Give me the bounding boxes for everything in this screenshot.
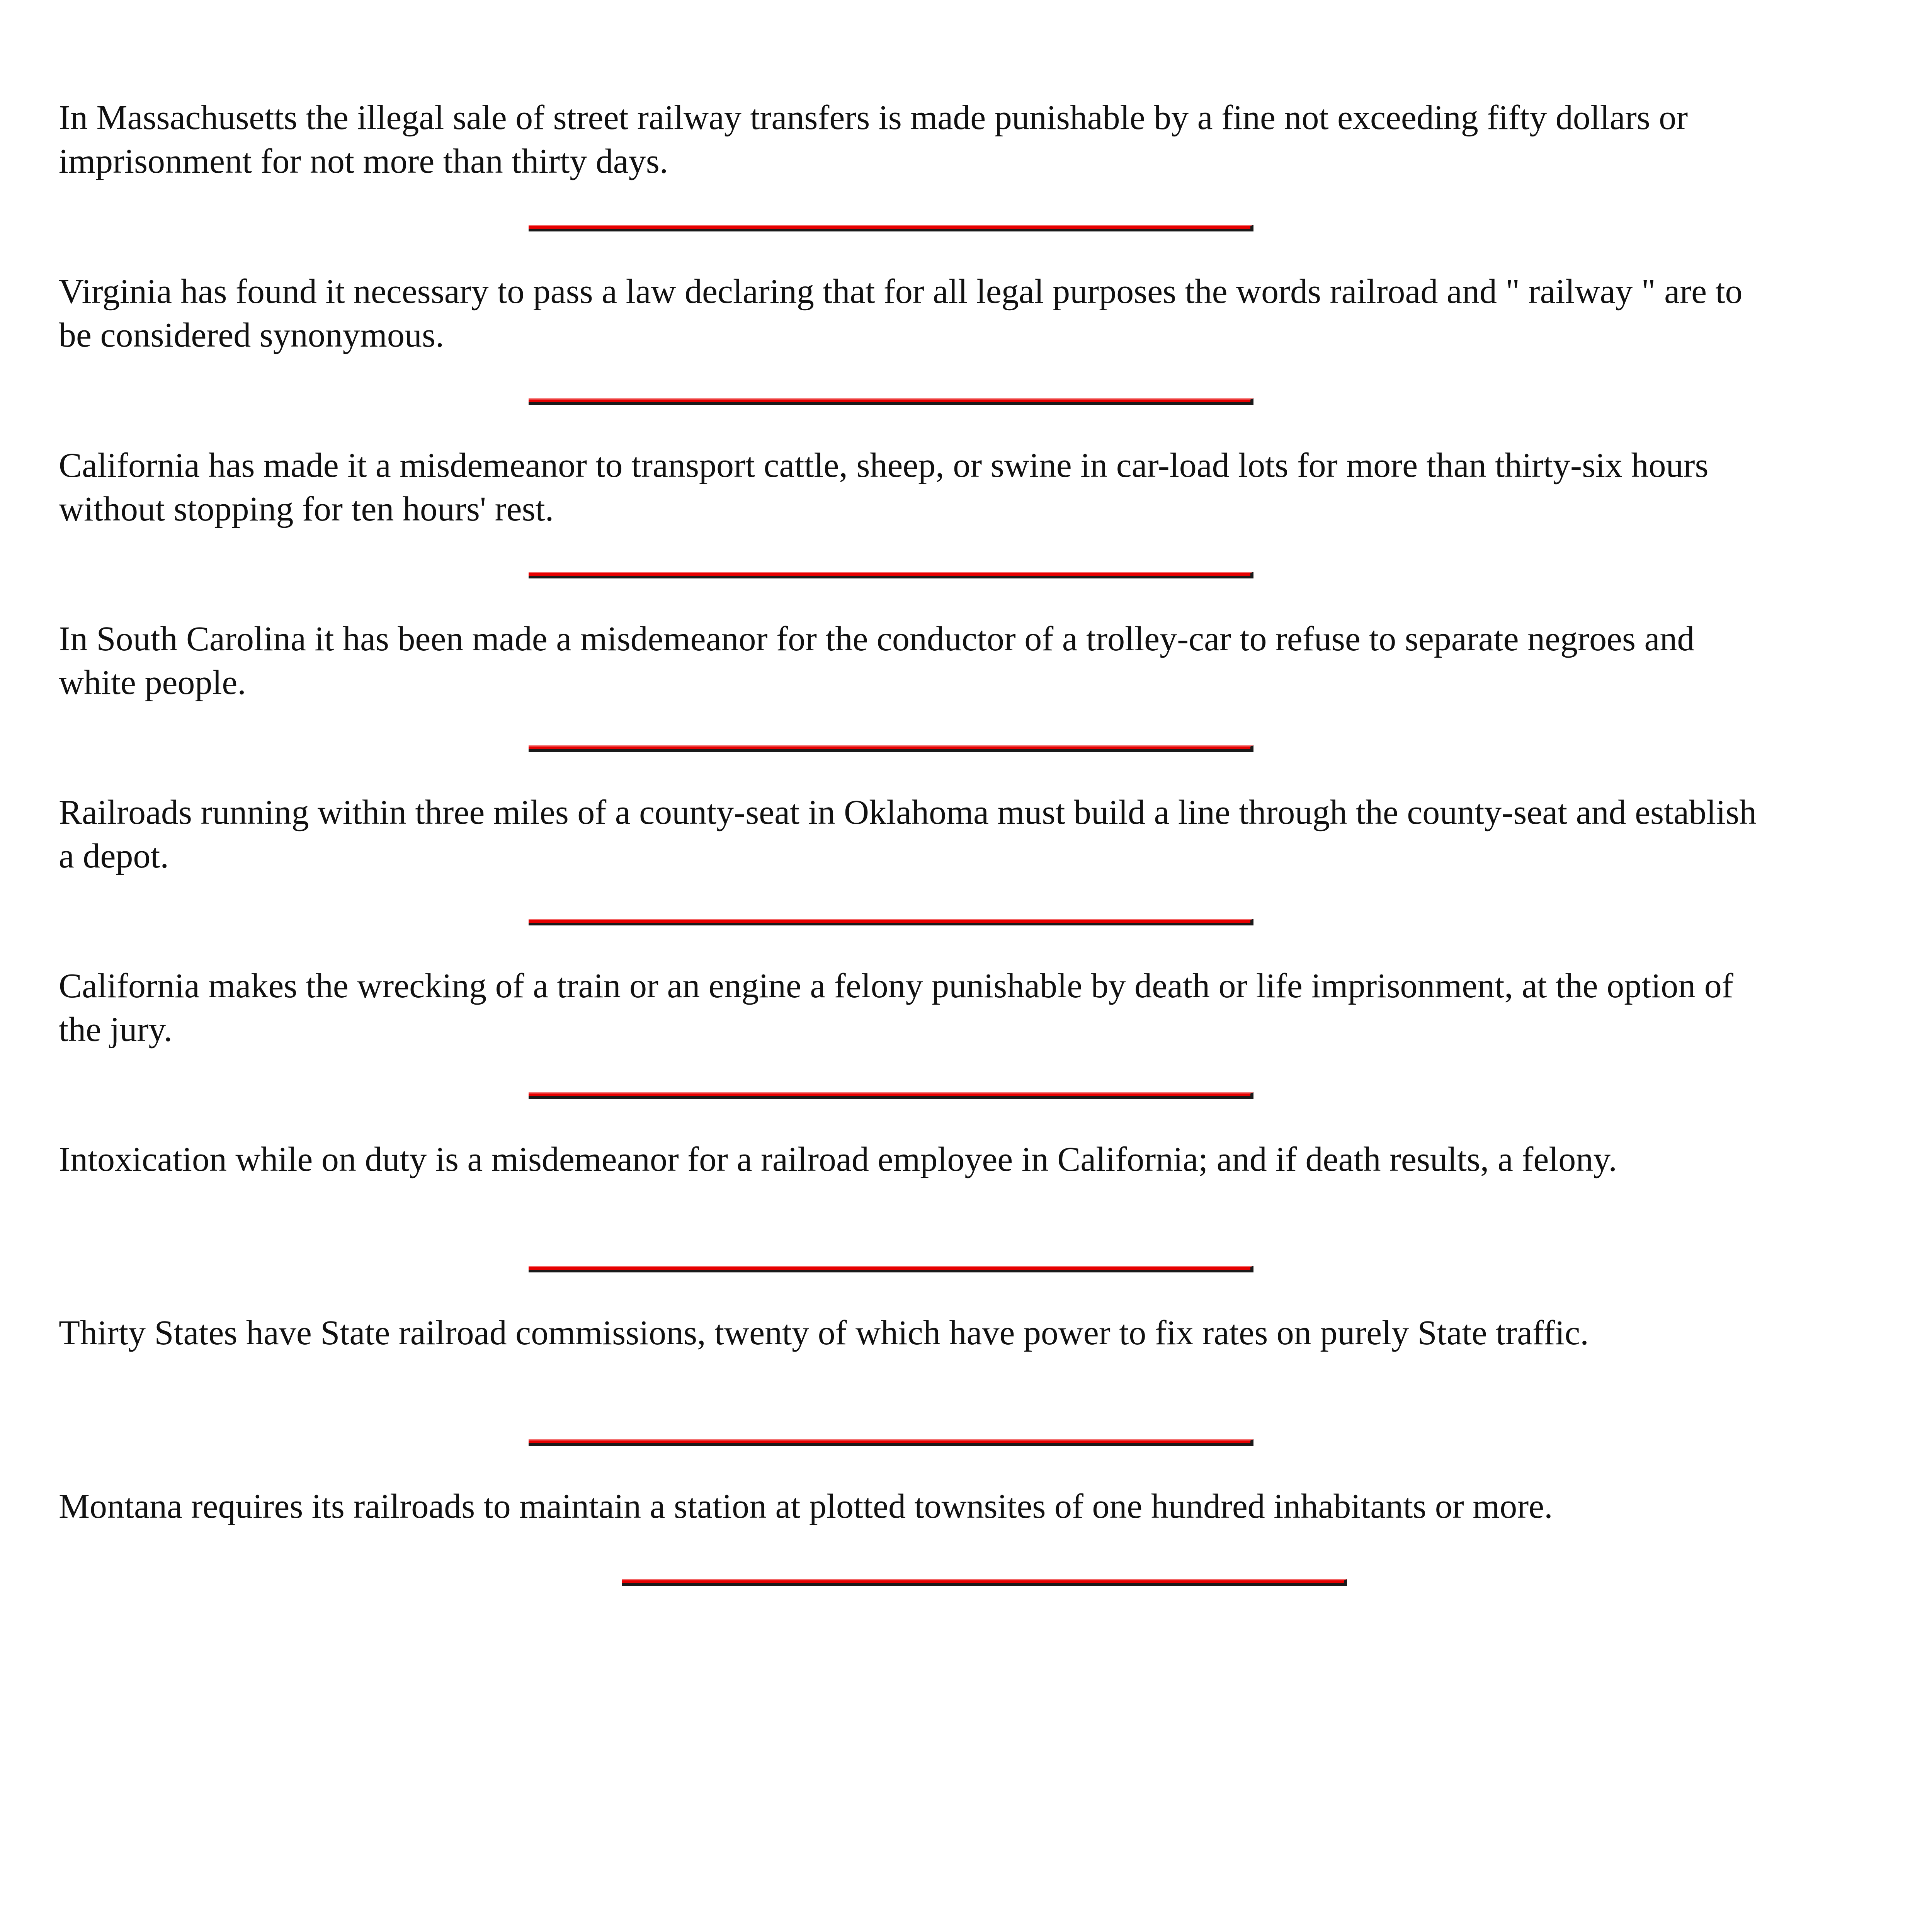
- paragraph-montana: Montana requires its railroads to maintain a station at plotted townsites of one hundred inhabitants or more.: [59, 1487, 1553, 1526]
- separator-rule: [529, 398, 1253, 405]
- paragraph-state-commissions: Thirty States have State railroad commissions, twenty of which have power to fix rates on purely State traffic.: [59, 1314, 1589, 1352]
- paragraph-massachusetts: In Massachusetts the illegal sale of street railway transfers is made punishable by a fine not exceeding fifty dollars or imprisonment for not more than thirty days.: [59, 99, 1688, 180]
- paragraph-california-wrecking: California makes the wrecking of a train or an engine a felony punishable by death or life imprisonment, at the option of the jury.: [59, 967, 1733, 1049]
- paragraph-oklahoma: Railroads running within three miles of a county-seat in Oklahoma must build a line through the county-seat and establish a depot.: [59, 793, 1757, 875]
- paragraph-south-carolina: In South Carolina it has been made a misdemeanor for the conductor of a trolley-car to refuse to separate negroes and white people.: [59, 620, 1695, 702]
- separator-rule: [529, 225, 1253, 231]
- separator-rule: [529, 919, 1253, 925]
- separator-rule: [529, 1439, 1253, 1446]
- paragraph-california-livestock: California has made it a misdemeanor to transport cattle, sheep, or swine in car-load lots for more than thirty-six hours without stopping for ten hours' rest.: [59, 446, 1709, 528]
- separator-rule: [529, 745, 1253, 752]
- paragraph-california-intoxication: Intoxication while on duty is a misdemeanor for a railroad employee in California; and if death results, a felony.: [59, 1140, 1617, 1179]
- separator-rule: [529, 572, 1253, 578]
- separator-rule: [529, 1266, 1253, 1272]
- separator-rule-final: [622, 1579, 1347, 1586]
- paragraph-virginia: Virginia has found it necessary to pass a law declaring that for all legal purposes the words railroad and " railway " are to be considered synonymous.: [59, 272, 1743, 354]
- separator-rule: [529, 1092, 1253, 1099]
